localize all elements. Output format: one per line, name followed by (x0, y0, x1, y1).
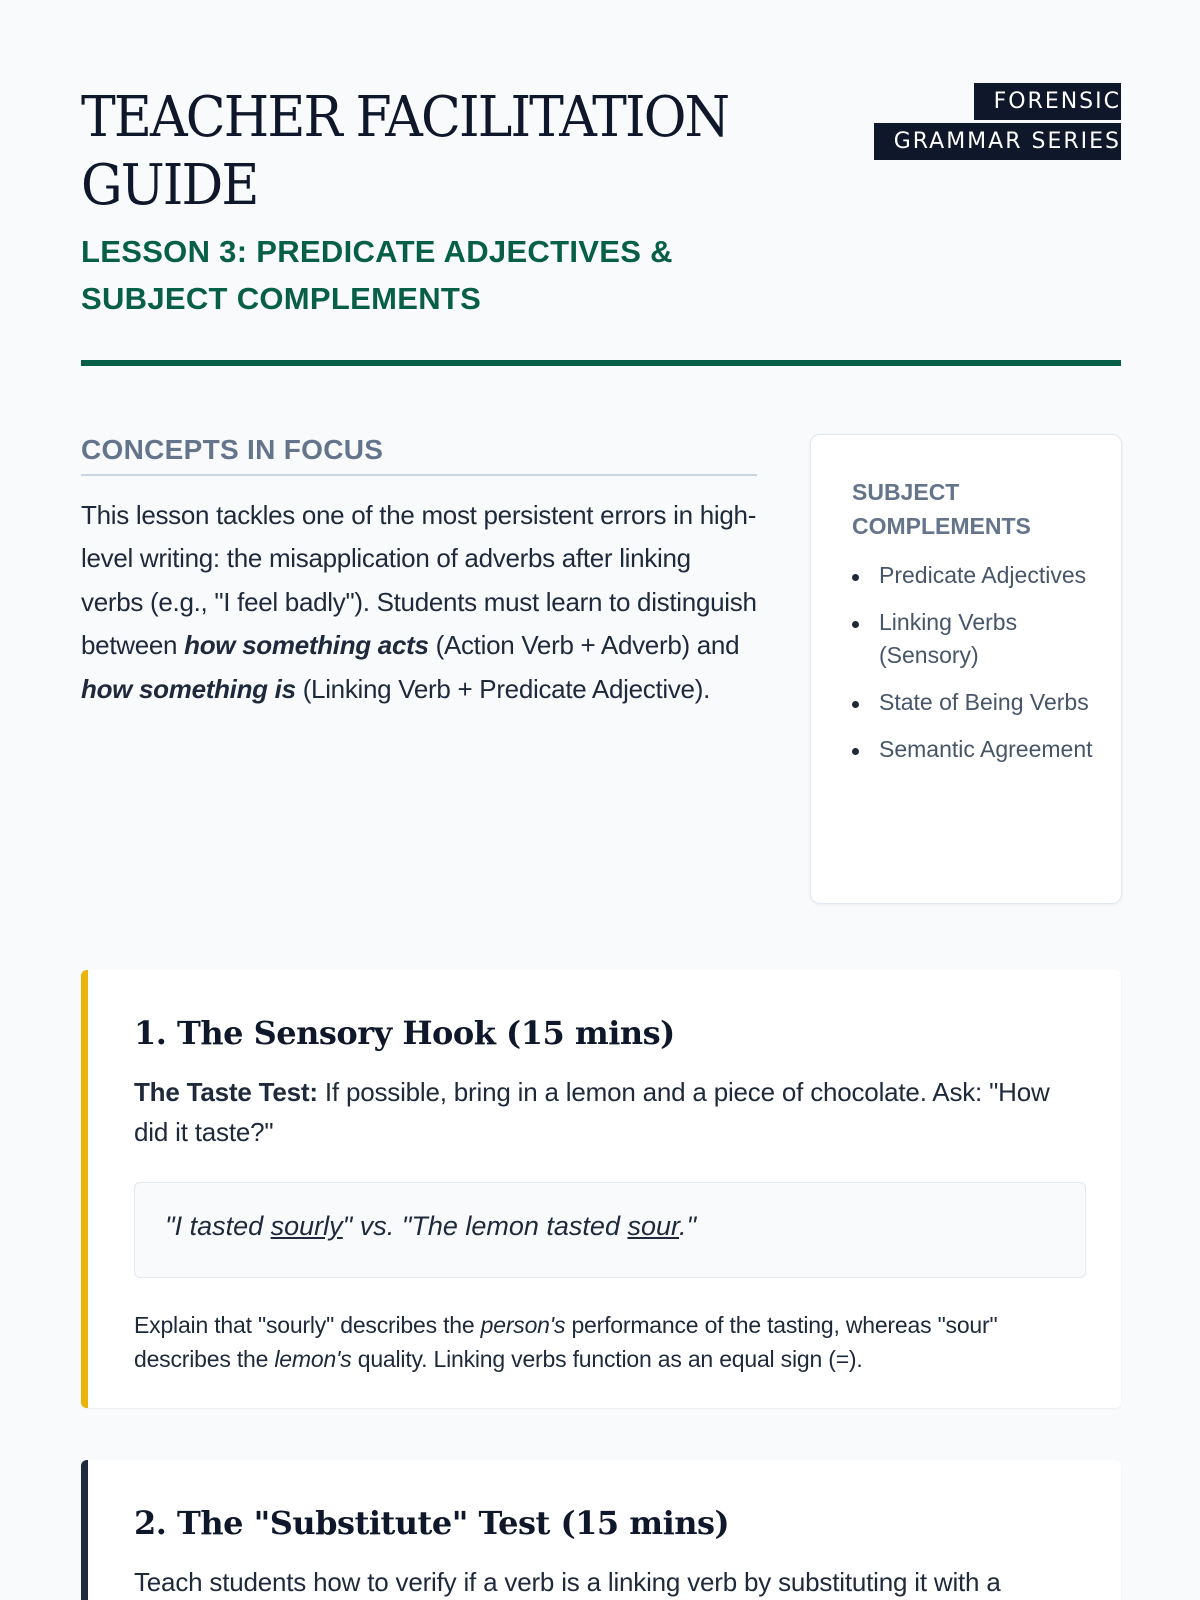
activity-title: 1. The Sensory Hook (15 mins) (134, 1014, 675, 1052)
series-badge (861, 82, 1121, 162)
explain-text-3: quality. Linking verbs function as an equal sign (=). (351, 1346, 863, 1372)
activity-lead: Teach students how to verify if a verb is a linking verb by substituting it with a (134, 1567, 1001, 1597)
example-text-3: ." (679, 1211, 697, 1241)
sidebar-item-state-of-being: State of Being Verbs (852, 686, 1097, 719)
activity-card-sensory-hook (81, 970, 1121, 1408)
sidebar-item-linking-verbs: Linking Verbs (Sensory) (852, 606, 1097, 672)
activity-lead-text: If possible, bring in a lemon and a piece of chocolate. Ask: "How did it taste?" (134, 1077, 1050, 1147)
explain-text-2: performance of the tasting, whereas "sour" describes the (134, 1312, 998, 1372)
sidebar-list (852, 559, 1097, 766)
activity-explanation (134, 1308, 1081, 1376)
concepts-emphasis-acts: how something acts (184, 630, 429, 661)
sidebar-item-semantic-agreement: Semantic Agreement (852, 733, 1097, 766)
example-text-1: "I tasted (165, 1211, 271, 1241)
header-divider (81, 360, 1121, 366)
concepts-emphasis-is: how something is (81, 673, 296, 704)
lesson-subtitle: LESSON 3: PREDICATE ADJECTIVES & SUBJECT COMPLEMENTS (81, 234, 673, 316)
activity-lead (134, 1072, 1081, 1152)
subject-complements-card (810, 434, 1122, 904)
example-wrong-word: sourly (270, 1211, 343, 1241)
explain-emphasis-person: person's (480, 1312, 566, 1338)
concepts-section (81, 434, 757, 711)
guide-page (81, 0, 1121, 1597)
activity-title: 2. The "Substitute" Test (15 mins) (134, 1504, 730, 1542)
concepts-text-2: (Action Verb + Adverb) and (428, 630, 740, 661)
example-text-2: " vs. "The lemon tasted (342, 1211, 628, 1241)
concepts-text-1: This lesson tackles one of the most persistent errors in high-level writing: the misapplication of adverbs after linking verbs (e.g., "I feel badly"). Students must learn to distinguish between (81, 500, 757, 661)
example-right-word: sour (627, 1211, 679, 1241)
guide-header (81, 0, 1121, 368)
explain-text-1: Explain that "sourly" describes the (134, 1312, 481, 1338)
example-quote (134, 1182, 1086, 1278)
concepts-heading: CONCEPTS IN FOCUS (81, 434, 757, 476)
series-badge-line2: GRAMMAR SERIES (874, 123, 1121, 160)
sidebar-item-predicate-adjectives: Predicate Adjectives (852, 559, 1097, 592)
activity-card-substitute-test (81, 1460, 1121, 1600)
series-badge-line1: FORENSIC (974, 83, 1121, 120)
concepts-body (81, 494, 757, 711)
page-title: TEACHER FACILITATION GUIDE (81, 85, 729, 218)
activity-lead-label: The Taste Test: (134, 1077, 318, 1107)
concepts-text-3: (Linking Verb + Predicate Adjective). (295, 673, 710, 704)
sidebar-heading: SUBJECT COMPLEMENTS (852, 479, 1031, 539)
explain-emphasis-lemon: lemon's (274, 1346, 352, 1372)
